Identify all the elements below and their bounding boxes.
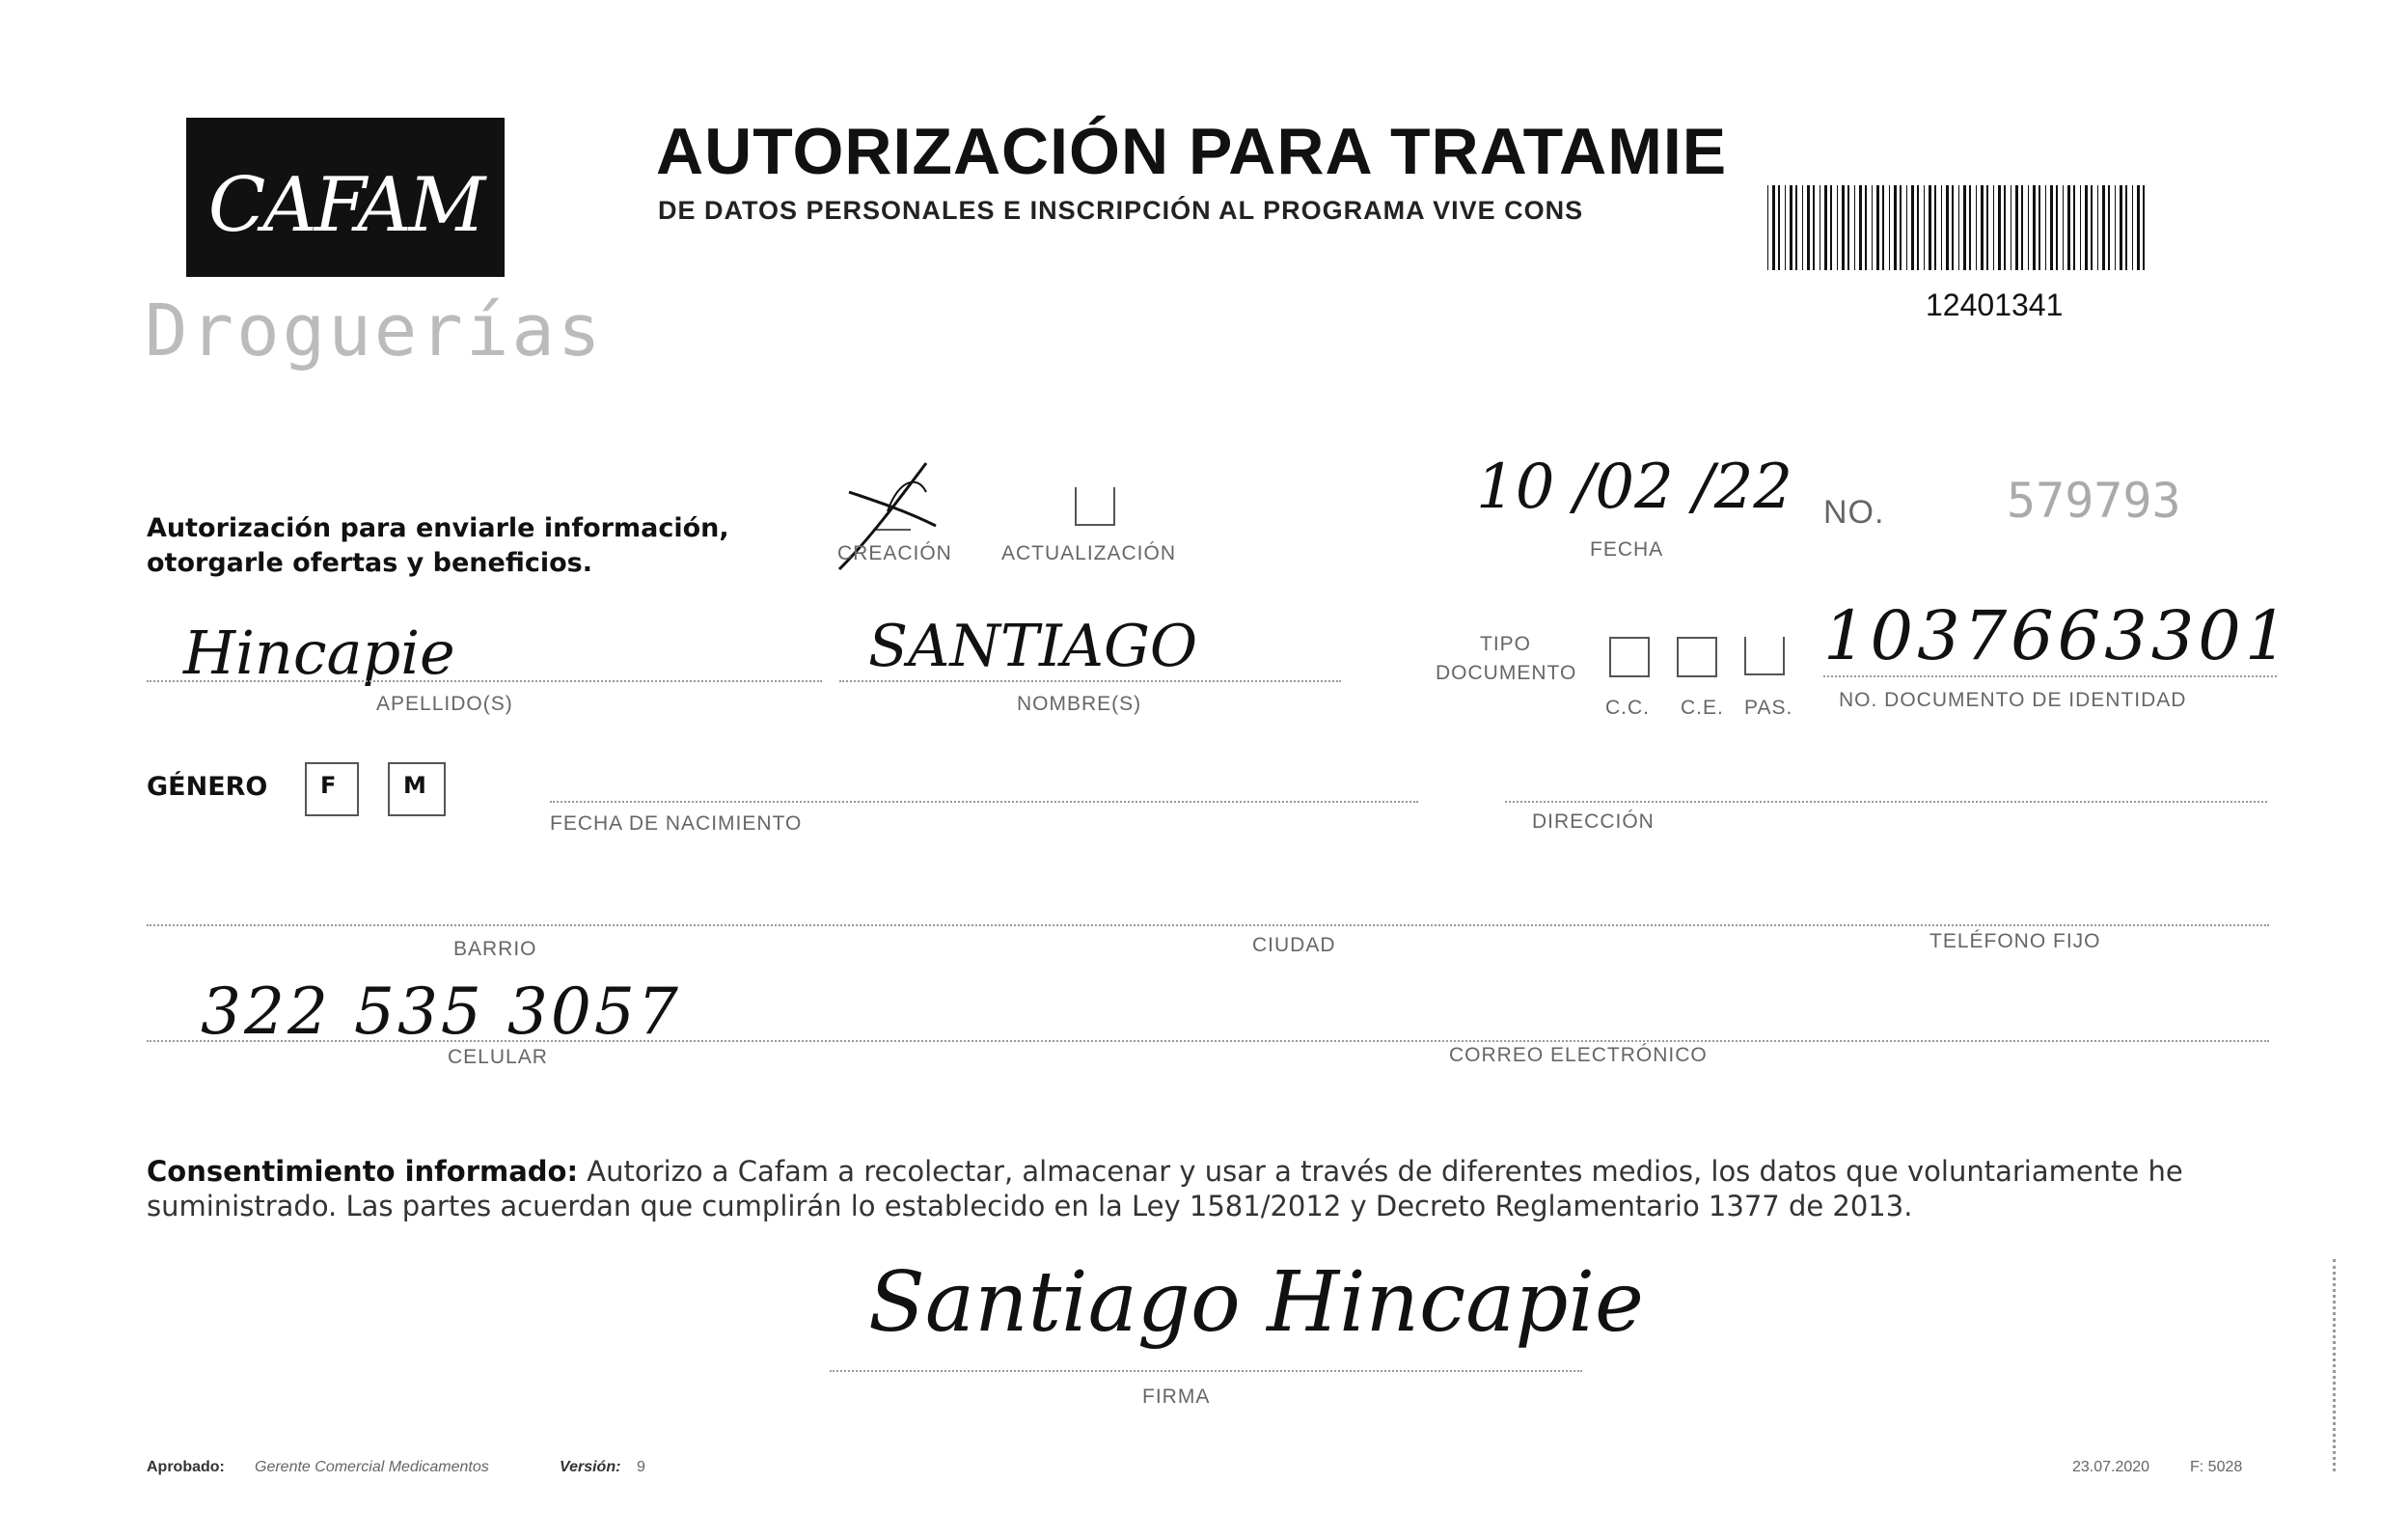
intro-line-2: otorgarle ofertas y beneficios. xyxy=(147,548,592,578)
tipo-label-1: TIPO xyxy=(1480,633,1532,655)
celular-label: CELULAR xyxy=(448,1046,548,1068)
nombres-line xyxy=(839,680,1341,682)
logo-text: CAFAM xyxy=(207,162,483,249)
intro-line-1: Autorización para enviarle información, xyxy=(147,513,729,543)
apellidos-label: APELLIDO(S) xyxy=(376,693,513,715)
consent-heading: Consentimiento informado: xyxy=(147,1155,579,1188)
cc-label: C.C. xyxy=(1605,697,1650,719)
correo-label: CORREO ELECTRÓNICO xyxy=(1449,1044,1708,1066)
barcode-icon xyxy=(1767,185,2153,270)
page-subtitle: DE DATOS PERSONALES E INSCRIPCIÓN AL PROGRAMA VIVE CONS xyxy=(658,196,1584,225)
ce-label: C.E. xyxy=(1681,697,1724,719)
version-label: Versión: xyxy=(560,1459,621,1475)
celular-line xyxy=(147,1040,2269,1042)
pas-checkbox[interactable] xyxy=(1744,637,1785,675)
signature-value[interactable]: Santiago Hincapie xyxy=(868,1254,1644,1351)
signature-label: FIRMA xyxy=(1142,1386,1211,1408)
barrio-line xyxy=(147,924,2269,926)
genero-f-label: F xyxy=(320,772,337,799)
version-value: 9 xyxy=(637,1459,645,1475)
tipo-label-2: DOCUMENTO xyxy=(1436,662,1577,684)
barrio-label: BARRIO xyxy=(453,938,537,960)
nacimiento-line xyxy=(550,801,1418,803)
cc-checkbox[interactable] xyxy=(1609,637,1650,677)
no-value: 579793 xyxy=(2007,473,2181,529)
nombres-value[interactable]: SANTIAGO xyxy=(868,613,1198,680)
apellidos-line xyxy=(147,680,822,682)
signature-line xyxy=(830,1370,1582,1372)
nacimiento-label: FECHA DE NACIMIENTO xyxy=(550,812,803,835)
celular-value[interactable]: 322 535 3057 xyxy=(201,974,681,1049)
aprobado-value: Gerente Comercial Medicamentos xyxy=(255,1459,489,1475)
documento-value[interactable]: 1037663301 xyxy=(1823,596,2292,675)
genero-label: GÉNERO xyxy=(147,772,268,802)
telefono-label: TELÉFONO FIJO xyxy=(1929,930,2101,952)
documento-label: NO. DOCUMENTO DE IDENTIDAD xyxy=(1839,689,2187,711)
footer-date: 23.07.2020 xyxy=(2072,1459,2150,1475)
pas-label: PAS. xyxy=(1744,697,1793,719)
barcode-number: 12401341 xyxy=(1926,288,2064,322)
nombres-label: NOMBRE(S) xyxy=(1017,693,1142,715)
actualizacion-label: ACTUALIZACIÓN xyxy=(1001,542,1177,564)
footer-form-code: F: 5028 xyxy=(2190,1459,2243,1475)
genero-m-label: M xyxy=(403,772,426,799)
apellidos-value[interactable]: Hincapie xyxy=(183,618,455,688)
documento-line xyxy=(1823,675,2277,677)
creacion-label: CREACIÓN xyxy=(837,542,952,564)
direccion-label: DIRECCIÓN xyxy=(1532,810,1655,833)
ce-checkbox[interactable] xyxy=(1677,637,1717,677)
consent-text: Autorizo a Cafam a recolectar, almacenar y usar a través de diferentes medios, los datos que voluntariamente he suministrado. Las partes acuerdan que cumplirán lo establecido en la Ley 1581/2012 y Decreto Reglamentario 1377 de 2013. xyxy=(147,1155,2183,1222)
ciudad-label: CIUDAD xyxy=(1252,934,1336,956)
direccion-line xyxy=(1505,801,2267,803)
aprobado-label: Aprobado: xyxy=(147,1459,225,1475)
consent-paragraph xyxy=(147,1154,2269,1223)
page-title: AUTORIZACIÓN PARA TRATAMIE xyxy=(656,115,1728,188)
fecha-value[interactable]: 10 /02 /22 xyxy=(1476,452,1793,523)
logo-subtitle: Droguerías xyxy=(145,289,604,372)
no-label: NO. xyxy=(1823,494,1885,531)
side-print-mark xyxy=(2333,1259,2349,1471)
fecha-label: FECHA xyxy=(1590,538,1664,561)
actualizacion-checkbox[interactable] xyxy=(1075,487,1115,526)
